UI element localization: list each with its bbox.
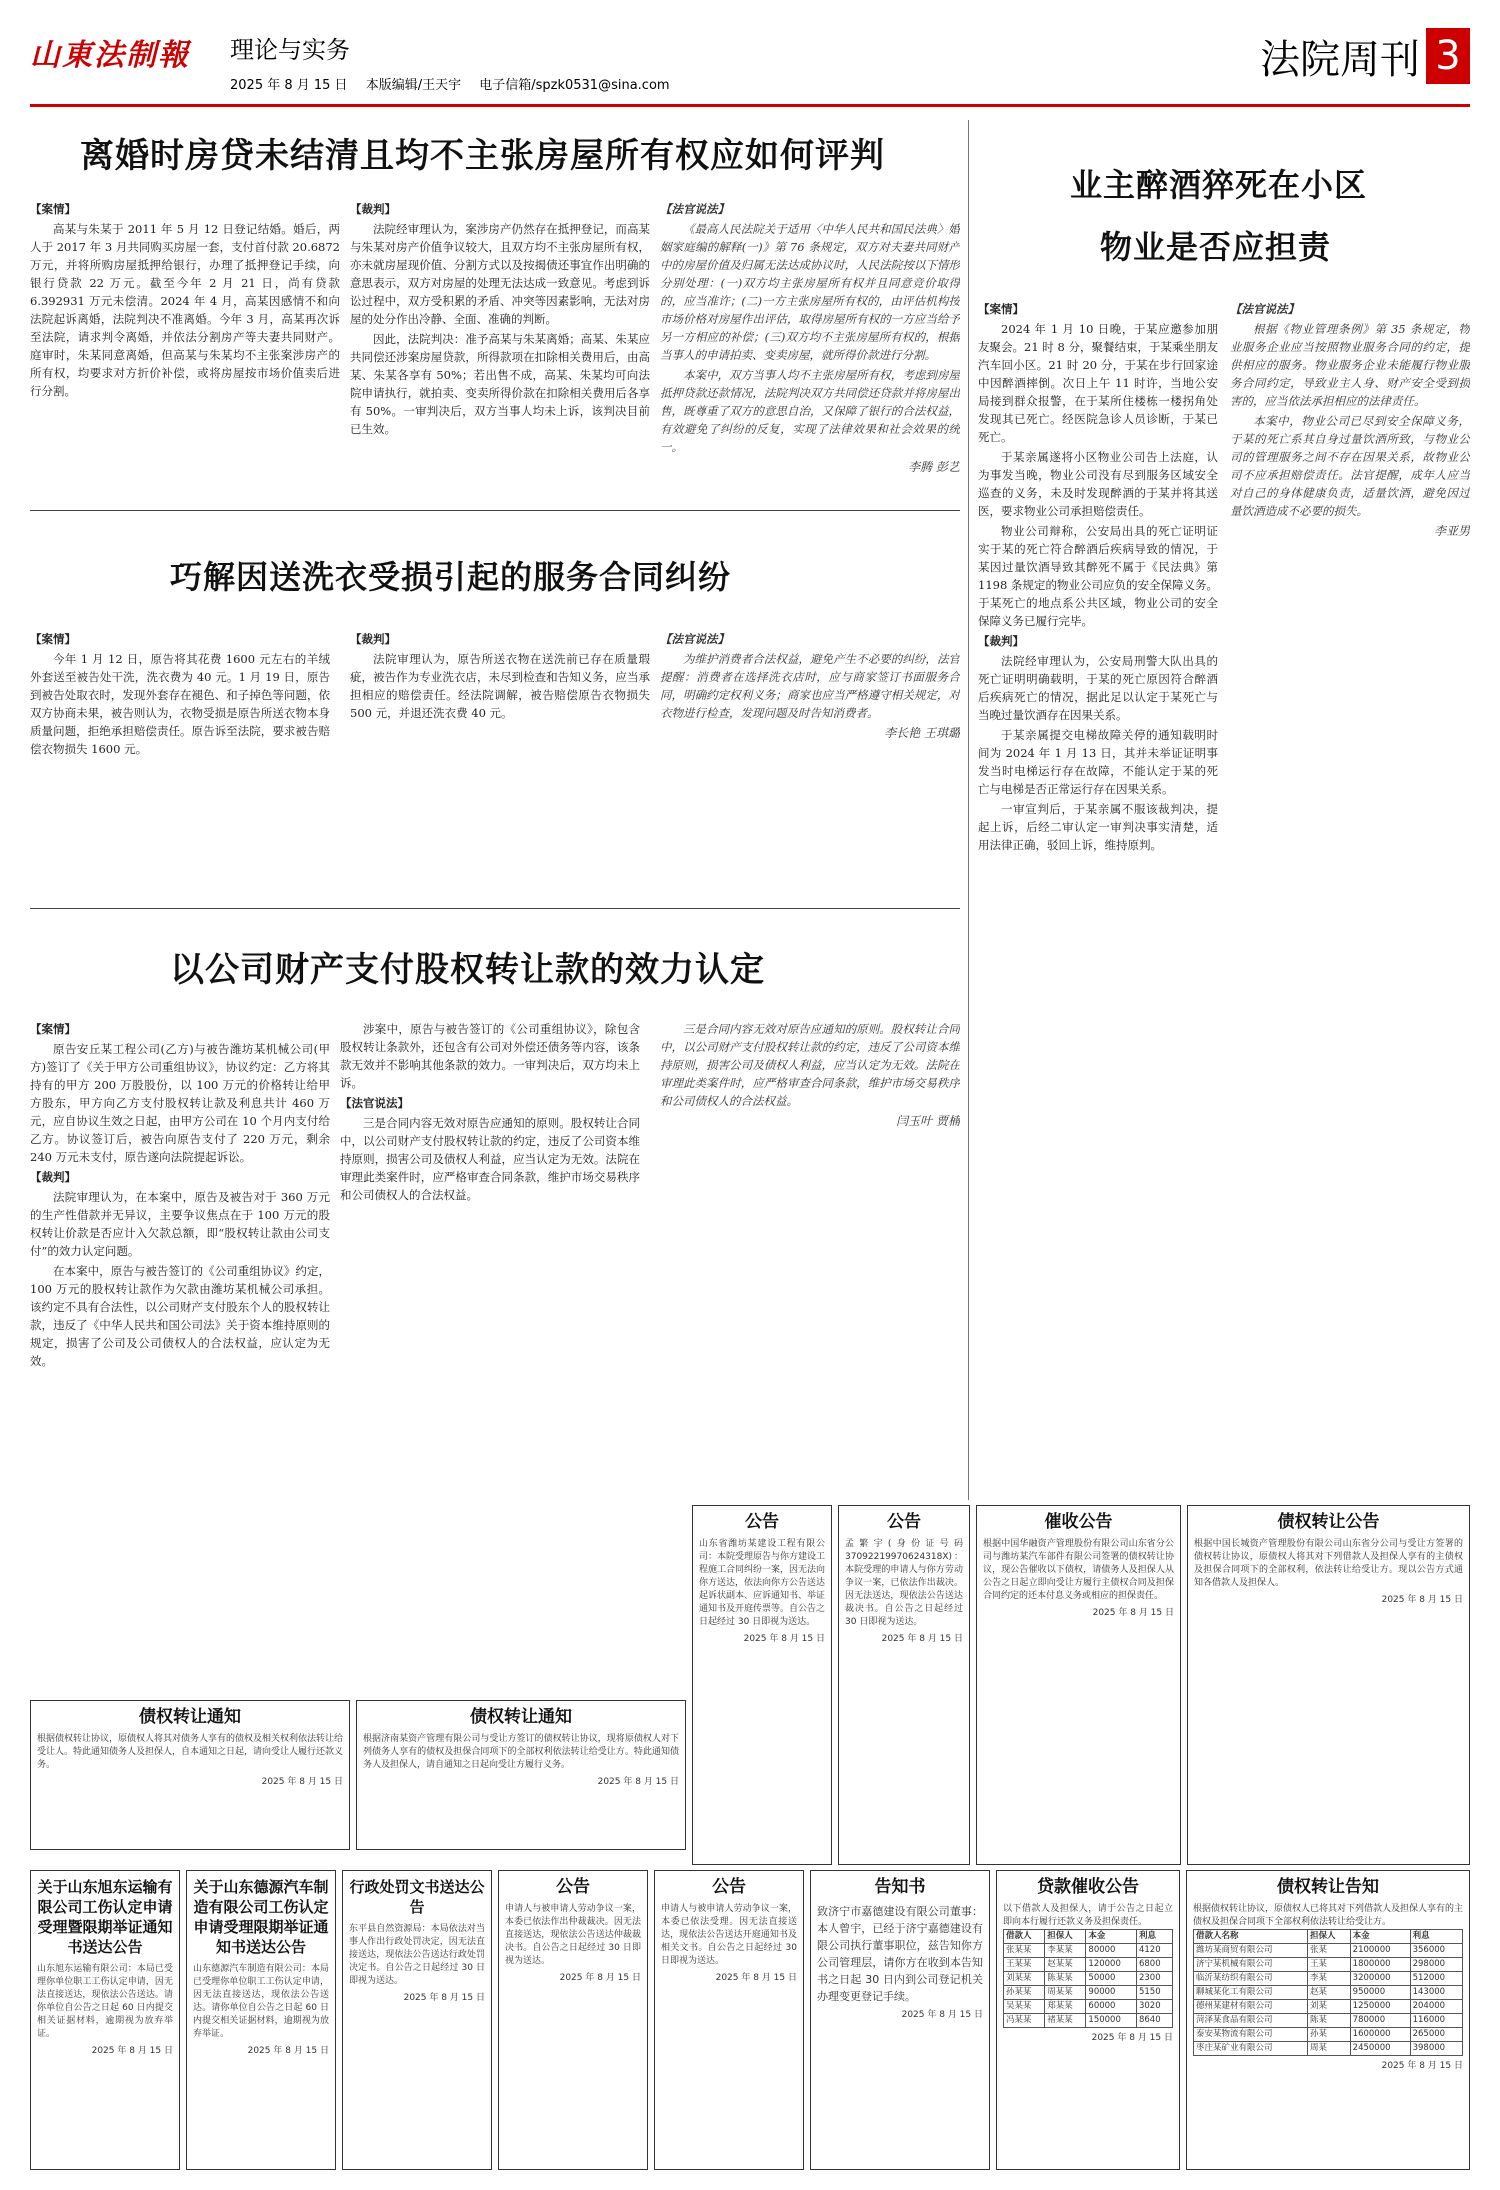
table-cell: 90000: [1086, 1986, 1137, 2000]
table-cell: 116000: [1410, 2014, 1462, 2028]
editor: 本版编辑/王天宇: [365, 78, 462, 93]
debt-table: [1193, 1929, 1463, 2056]
article-3-para: 三是合同内容无效对原告应通知的原则。股权转让合同中，以公司财产支付股权转让款的约定，违反了公司资本维持原则，损害公司及债权人利益，应当认定为无效。法院在审理此类案件时，应严格审查合同条款，维护市场交易秩序和公司债权人的合法权益。: [660, 1022, 960, 1108]
article-2-title: 巧解因送洗衣受损引起的服务合同纠纷: [170, 558, 732, 596]
notice-title: 公告: [712, 1877, 746, 1897]
article-4-para: 一审宣判后，于某亲属不服该裁判决，提起上诉，后经二审认定一审判决事实清楚，适用法律正确，驳回上诉，维持原判。: [978, 802, 1218, 852]
table-row: [1194, 2028, 1463, 2042]
table-header-cell: 利息: [1136, 1930, 1172, 1944]
notice-date: 2025 年 8 月 15 日: [881, 1634, 963, 1644]
table-cell: 398000: [1410, 2042, 1462, 2056]
notice-announcement-2: [838, 1505, 970, 1865]
table-cell: 143000: [1410, 1986, 1462, 2000]
notice-debt-transfer: [1187, 1505, 1470, 1865]
table-cell: 孙某: [1308, 2028, 1351, 2042]
notice-admin-penalty: [342, 1870, 492, 2170]
table-cell: 265000: [1410, 2028, 1462, 2042]
article-2-col-2: [350, 630, 650, 900]
notice-body: 孟繁宇(身份证号码 37092219970624318X)：本院受理的申请人与你方劳动争议一案，已依法作出裁决。因无法送达，现依法公告送达裁决书。自公告之日起经过 30 日即视为送达。: [845, 1539, 963, 1627]
article-1-title: 离婚时房贷未结清且均不主张房屋所有权应如何评判: [80, 136, 885, 176]
page-number: 3: [1426, 28, 1470, 84]
table-cell: 临沂某纺织有限公司: [1194, 1972, 1308, 1986]
notice-date: 2025 年 8 月 15 日: [1091, 2033, 1173, 2043]
table-header-cell: 本金: [1350, 1930, 1410, 1944]
notice-title: 催收公告: [1044, 1512, 1113, 1532]
article-4-title-line-2: 物业是否应担责: [1100, 228, 1332, 266]
notice-date: 2025 年 8 月 15 日: [743, 1634, 825, 1644]
notice-work-injury-2: [186, 1870, 336, 2170]
notice-debt-transfer-notify-1: [30, 1700, 350, 1850]
table-body: [1004, 1944, 1173, 2028]
article-2-byline: 李长艳 王琪璐: [884, 726, 960, 740]
notice-title: 告知书: [874, 1877, 926, 1897]
notice-inform-letter: [810, 1870, 990, 2170]
issue-date: 2025 年 8 月 15 日: [230, 78, 348, 93]
article-3-para: 在本案中，原告与被告签订的《公司重组协议》约定，100 万元的股权转让款作为欠款由潍坊某机械公司承担。该约定不具有合法性，以公司财产支付股东个人的股权转让款，违反了《中华人民共和国公司法》关于资本维持原则的规定，损害了公司及公司债权人的合法权益，应认定为无效。: [30, 1264, 330, 1368]
table-header-cell: 担保人: [1045, 1930, 1086, 1944]
table-cell: 赵某某: [1045, 1958, 1086, 1972]
article-3-para: 原告安丘某工程公司(乙方)与被告潍坊某机械公司(甲方)签订了《关于甲方公司重组协议》，协议约定：乙方将其持有的甲方 200 万股股份，以 100 万元的价格转让给甲方股东，甲方向乙方支付股权转让款及利息共计 460 万元，应自协议生效之日起，由甲方公司在 10 个月内支付给乙方。协议签订后，被告向原告支付了 220 万元，剩余 240 万元未支付，原告遂向法院提起诉讼。: [30, 1042, 330, 1164]
article-3-para: 涉案中，原告与被告签订的《公司重组协议》，除包含股权转让条款外，还包含有公司对外偿还债务等内容，该条款无效并不影响其他条款的效力。一审判决后，双方均未上诉。: [340, 1022, 640, 1090]
article-4-col-1: [978, 300, 1218, 1490]
table-cell: 6800: [1136, 1958, 1172, 1972]
article-1-col-3: [660, 200, 960, 500]
table-cell: 512000: [1410, 1972, 1462, 1986]
notice-announcement-3: [498, 1870, 648, 2170]
table-row: [1004, 1944, 1173, 1958]
table-cell: 1250000: [1350, 2000, 1410, 2014]
table-cell: 周某某: [1045, 1986, 1086, 2000]
article-3-col-1: [30, 1020, 330, 1500]
table-cell: 褚某某: [1045, 2014, 1086, 2028]
notice-body: 东平县自然资源局：本局依法对当事人作出行政处罚决定，因无法直接送达，现依法公告送达行政处罚决定书。自公告之日起经过 30 日即视为送达。: [349, 1924, 485, 1986]
notice-title: 公告: [556, 1877, 590, 1897]
table-cell: 298000: [1410, 1958, 1462, 1972]
notice-title: 债权转让通知: [470, 1707, 572, 1727]
table-cell: 刘某某: [1004, 1972, 1045, 1986]
label-case: 【案情】: [30, 202, 76, 216]
table-row: [1194, 2000, 1463, 2014]
article-3-title: 以公司财产支付股权转让款的效力认定: [170, 950, 765, 990]
article-4-para: 物业公司辩称，公安局出具的死亡证明证实于某的死亡符合醉酒后疾病导致的情况，于某因过量饮酒导致其醉死不属于《民法典》第 1198 条规定的物业公司应负的安全保障义务。于某死亡的地点系公共区域，物业公司的安全保障义务已履行完毕。: [978, 524, 1218, 628]
article-4-para: 根据《物业管理条例》第 35 条规定，物业服务企业应当按照物业服务合同的约定，提供相应的服务。物业服务企业未能履行物业服务合同约定，导致业主人身、财产安全受到损害的，应当依法承担相应的法律责任。: [1230, 322, 1470, 408]
notice-debt-transfer-inform: [1186, 1870, 1470, 2170]
table-header-cell: 借款人名称: [1194, 1930, 1308, 1944]
masthead: [30, 24, 1470, 107]
label-judge: 【裁判】: [978, 634, 1024, 648]
table-cell: 8640: [1136, 2014, 1172, 2028]
notice-collection: [976, 1505, 1181, 1865]
table-row: [1194, 1944, 1463, 1958]
article-1-col-1: [30, 200, 340, 500]
notice-date: 2025 年 8 月 15 日: [261, 1777, 343, 1787]
article-3-byline: 闫玉叶 贾楠: [896, 1114, 960, 1128]
label-comment: 【法官说法】: [1230, 302, 1299, 316]
table-cell: 潍坊某商贸有限公司: [1194, 1944, 1308, 1958]
table-cell: 60000: [1086, 2000, 1137, 2014]
table-row: [1004, 2000, 1173, 2014]
table-cell: 4120: [1136, 1944, 1172, 1958]
article-2-col-3: [660, 630, 960, 900]
notice-body: 根据债权转让协议，原债权人将其对债务人享有的债权及相关权利依法转让给受让人。特此通知债务人及担保人，自本通知之日起，请向受让人履行还款义务。: [37, 1734, 344, 1770]
notice-body: 申请人与被申请人劳动争议一案，本委已依法作出仲裁裁决。因无法直接送达，现依法公告送达仲裁裁决书。自公告之日起经过 30 日即视为送达。: [505, 1904, 641, 1966]
table-cell: 枣庄某矿业有限公司: [1194, 2042, 1308, 2056]
table-cell: 吴某某: [1004, 2000, 1045, 2014]
table-body: [1194, 1944, 1463, 2056]
article-1-para: 因此，法院判决：准予高某与朱某离婚；高某、朱某应共同偿还涉案房屋贷款，所得款项在扣除相关费用后，由高某、朱某各享有 50%；若出售不成，高某、朱某均可向法院申请执行，就拍卖、变卖所得价款在扣除相关费用后各享有 50%。一审判决后，双方当事人均未上诉，该判决目前已生效。: [350, 332, 650, 436]
table-cell: 80000: [1086, 1944, 1137, 1958]
table-cell: 780000: [1350, 2014, 1410, 2028]
table-cell: 204000: [1410, 2000, 1462, 2014]
notice-date: 2025 年 8 月 15 日: [597, 1777, 679, 1787]
newspaper-logo: 山東法制報: [30, 38, 190, 73]
table-cell: 聊城某化工有限公司: [1194, 1986, 1308, 2000]
column-divider: [968, 120, 969, 1500]
table-cell: 济宁某机械有限公司: [1194, 1958, 1308, 1972]
notice-title: 关于山东德源汽车制造有限公司工伤认定申请受理限期举证通知书送达公告: [193, 1878, 329, 1956]
article-4-para: 于某亲属遂将小区物业公司告上法庭，认为事发当晚，物业公司没有尽到服务区域安全巡查的义务，未及时发现醉酒的于某并将其送医，要求物业公司承担赔偿责任。: [978, 450, 1218, 518]
article-1-para: 本案中，双方当事人均不主张房屋所有权，考虑到房屋抵押贷款还款情况，法院判决双方共同偿还贷款并将房屋出售，既尊重了双方的意思自治，又保障了银行的合法权益，有效避免了纠纷的反复，实现了法律效果和社会效果的统一。: [660, 368, 960, 454]
article-4-para: 本案中，物业公司已尽到安全保障义务，于某的死亡系其自身过量饮酒所致，与物业公司的管理服务之间不存在因果关系，故物业公司不应承担赔偿责任。法官提醒，成年人应当对自己的身体健康负责，适量饮酒，避免因过量饮酒造成不必要的损失。: [1230, 414, 1470, 518]
table-header-cell: 利息: [1410, 1930, 1462, 1944]
table-row: [1194, 1972, 1463, 1986]
article-4-byline: 李亚男: [1433, 524, 1470, 538]
table-cell: 张某: [1308, 1944, 1351, 1958]
notice-body: 致济宁市嘉德建设有限公司董事：本人曾宇，已经于济宁嘉德建设有限公司执行董事职位，兹告知你方公司管理层，请你方在收到本告知书之日起 30 日内到公司登记机关办理变更登记手续。: [817, 1905, 983, 2003]
notice-title: 债权转让通知: [139, 1707, 241, 1727]
label-judge: 【裁判】: [350, 632, 396, 646]
article-2-para: 法院审理认为，原告所送衣物在送洗前已存在质量瑕疵，被告作为专业洗衣店，未尽到检查和告知义务，应当承担相应的赔偿责任。经法院调解，被告赔偿原告衣物损失 500 元，并退还洗衣费 40 元。: [350, 652, 650, 720]
table-cell: 菏泽某食品有限公司: [1194, 2014, 1308, 2028]
table-header-row: [1004, 1930, 1173, 1944]
table-cell: 赵某: [1308, 1986, 1351, 2000]
label-judge: 【裁判】: [30, 1170, 76, 1184]
table-header-row: [1194, 1930, 1463, 1944]
notice-body: 山东省潍坊某建设工程有限公司：本院受理原告与你方建设工程施工合同纠纷一案，因无法向你方送达，依法向你方公告送达起诉状副本、应诉通知书、举证通知书及开庭传票等。自公告之日起经过 30 日即视为送达。: [699, 1539, 826, 1627]
table-row: [1004, 2014, 1173, 2028]
article-4-para: 法院经审理认为，公安局刑警大队出具的死亡证明明确载明，于某的死亡原因符合醉酒后疾病死亡的情况，据此足以认定于某死亡与当晚过量饮酒存在因果关系。: [978, 654, 1218, 722]
table-row: [1004, 1958, 1173, 1972]
notice-body: 以下借款人及担保人，请于公告之日起立即向本行履行还款义务及担保责任。: [1003, 1904, 1173, 1927]
table-cell: 李某某: [1045, 1944, 1086, 1958]
label-judge: 【裁判】: [350, 202, 396, 216]
email: 电子信箱/spzk0531@sina.com: [479, 78, 670, 93]
table-cell: 王某某: [1004, 1958, 1045, 1972]
notice-announcement-1: [692, 1505, 832, 1865]
table-cell: 德州某建材有限公司: [1194, 2000, 1308, 2014]
weekly-title: 法院周刊: [1260, 37, 1420, 83]
table-cell: 5150: [1136, 1986, 1172, 2000]
table-cell: 120000: [1086, 1958, 1137, 1972]
notice-date: 2025 年 8 月 15 日: [1381, 2061, 1463, 2071]
table-cell: 3020: [1136, 2000, 1172, 2014]
table-cell: 1600000: [1350, 2028, 1410, 2042]
table-cell: 郑某某: [1045, 2000, 1086, 2014]
notice-work-injury-1: [30, 1870, 180, 2170]
table-header-cell: 借款人: [1004, 1930, 1045, 1944]
notice-title: 公告: [887, 1512, 921, 1532]
notice-title: 债权转让公告: [1277, 1512, 1380, 1532]
divider: [30, 908, 960, 909]
notice-date: 2025 年 8 月 15 日: [247, 2046, 329, 2056]
notice-date: 2025 年 8 月 15 日: [901, 2010, 983, 2020]
table-cell: 356000: [1410, 1944, 1462, 1958]
table-cell: 陈某某: [1045, 1972, 1086, 1986]
table-header-cell: 担保人: [1308, 1930, 1351, 1944]
article-1-para: 高某与朱某于 2011 年 5 月 12 日登记结婚。婚后，两人于 2017 年 3 月共同购买房屋一套，支付首付款 20.6872 万元，并将所购房屋抵押给银行，办理了抵押登记手续，向银行贷款 22 万元。截至今年 2 月 21 日，尚有贷款 6.392931 万元未偿清。2024 年 4 月，高某因感情不和向法院起诉离婚，法院判决不准离婚。今年 3 月，高某再次诉至法院，请求判令离婚，并依法分割房产等夫妻共同财产。庭审时，朱某同意离婚，但高某与朱某均不主张案涉房产的所有权，均要求对方折价补偿，或将房屋按市场价值卖后进行分割。: [30, 222, 340, 398]
notice-body: 根据中国华融资产管理股份有限公司山东省分公司与潍坊某汽车部件有限公司签署的债权转让协议，现公告催收以下债权，请债务人及担保人从公告之日起立即向受让方履行主债权合同及担保合同约定的还本付息义务或相应的担保责任。: [983, 1539, 1174, 1601]
notice-title: 公告: [745, 1512, 779, 1532]
notice-body: 根据债权转让协议，原债权人已将其对下列借款人及担保人享有的主债权及担保合同项下全部权利依法转让给受让方。: [1193, 1904, 1464, 1927]
notice-title: 关于山东旭东运输有限公司工伤认定申请受理暨限期举证通知书送达公告: [37, 1878, 173, 1956]
notice-date: 2025 年 8 月 15 日: [715, 1973, 797, 1983]
notice-loan-collection: [996, 1870, 1180, 2170]
article-3-col-2: [340, 1020, 640, 1500]
article-1-col-2: [350, 200, 650, 500]
notice-date: 2025 年 8 月 15 日: [559, 1973, 641, 1983]
notice-body: 山东旭东运输有限公司：本局已受理你单位职工工伤认定申请，因无法直接送达，现依法公告送达。请你单位自公告之日起 60 日内提交相关证据材料，逾期视为放弃举证。: [37, 1964, 173, 2039]
dateline: [230, 74, 684, 93]
table-cell: 刘某: [1308, 2000, 1351, 2014]
article-4-title-line-1: 业主醉酒猝死在小区: [1070, 166, 1368, 204]
notice-body: 根据济南某资产管理有限公司与受让方签订的债权转让协议，现将原债权人对下列债务人享有的债权及担保合同项下的全部权利依法转让给受让方。特此通知债务人及担保人，请自通知之日起向受让方履行义务。: [363, 1734, 679, 1770]
article-3-col-3: [660, 1020, 960, 1500]
label-case: 【案情】: [30, 632, 76, 646]
table-cell: 2450000: [1350, 2042, 1410, 2056]
table-cell: 周某: [1308, 2042, 1351, 2056]
notice-debt-transfer-notify-2: [356, 1700, 686, 1850]
table-cell: 3200000: [1350, 1972, 1410, 1986]
table-cell: 孙某某: [1004, 1986, 1045, 2000]
label-case: 【案情】: [978, 302, 1024, 316]
table-cell: 2300: [1136, 1972, 1172, 1986]
article-2-para: 今年 1 月 12 日，原告将其花费 1600 元左右的羊绒外套送至被告处干洗，洗衣费为 40 元。1 月 19 日，原告到被告处取衣时，发现外套存在褪色、和子掉色等问题，依双方协商未果，被告则认为，衣物受损是原告所送衣物本身质量问题，拒绝承担赔偿责任。原告诉至法院，要求被告赔偿衣物损失 1600 元。: [30, 652, 330, 756]
notice-body: 根据中国长城资产管理股份有限公司山东省分公司与受让方签署的债权转让协议，原债权人将其对下列借款人及担保人享有的主债权及担保合同项下的全部权利，依法转让给受让方。现以公告方式通知各借款人及担保人。: [1194, 1539, 1463, 1588]
notice-title: 行政处罚文书送达公告: [349, 1878, 485, 1916]
notice-date: 2025 年 8 月 15 日: [91, 2046, 173, 2056]
article-3-para: 法院审理认为，在本案中，原告及被告对于 360 万元的生产性借款并无异议，主要争议焦点在于 100 万元的股权转让价款是否应计入欠款总额，即“股权转让款由公司支付”的效力认定问题。: [30, 1190, 330, 1258]
table-cell: 张某某: [1004, 1944, 1045, 1958]
table-row: [1194, 2014, 1463, 2028]
article-1-para: 法院经审理认为，案涉房产仍然存在抵押登记，而高某与朱某对房产价值争议较大，且双方均不主张房屋所有权，亦未就房屋现价值、分割方式以及按揭债还事宜作出明确的意思表示，双方对房屋的处理无法达成一致意见。考虑到诉讼过程中，双方受积累的矛盾、冲突等因素影响，无法对房屋的处分作出冷静、全面、准确的判断。: [350, 222, 650, 326]
notice-announcement-4: [654, 1870, 804, 2170]
label-case: 【案情】: [30, 1022, 76, 1036]
article-1-para: 《最高人民法院关于适用〈中华人民共和国民法典〉婚姻家庭编的解释(一)》第 76 条规定，双方对夫妻共同财产中的房屋价值及归属无法达成协议时，人民法院按以下情形分别处理：(一)双方均主张房屋所有权并且同意竞价取得的，应当准许；(二)一方主张房屋所有权的，由评估机构按市场价格对房屋作出评估，取得房屋所有权的一方应当给予另一方相应的补偿；(三)双方均不主张房屋所有权的，根据当事人的申请拍卖、变卖房屋，就所得价款进行分割。: [660, 222, 960, 362]
table-row: [1004, 1972, 1173, 1986]
table-row: [1194, 1986, 1463, 2000]
table-cell: 150000: [1086, 2014, 1137, 2028]
notice-body: 申请人与被申请人劳动争议一案，本委已依法受理。因无法直接送达，现依法公告送达开庭通知书及相关文书。自公告之日起经过 30 日即视为送达。: [661, 1904, 797, 1966]
article-1-byline: 李腾 彭艺: [908, 460, 960, 474]
notice-date: 2025 年 8 月 15 日: [1092, 1608, 1174, 1618]
notice-date: 2025 年 8 月 15 日: [1381, 1595, 1463, 1605]
table-cell: 泰安某物流有限公司: [1194, 2028, 1308, 2042]
label-comment: 【法官说法】: [660, 632, 729, 646]
table-row: [1194, 2042, 1463, 2056]
divider: [30, 510, 960, 511]
table-header-cell: 本金: [1086, 1930, 1137, 1944]
article-2-para: 为维护消费者合法权益，避免产生不必要的纠纷，法官提醒：消费者在选择洗衣店时，应与商家签订书面服务合同，明确约定权利义务；商家也应当严格遵守相关规定，对衣物进行检查，发现问题及时告知消费者。: [660, 652, 960, 720]
article-3-para: 三是合同内容无效对原告应通知的原则。股权转让合同中，以公司财产支付股权转让款的约定，违反了公司资本维持原则，损害公司及债权人利益，应当认定为无效。法院在审理此类案件时，应严格审查合同条款，维护市场交易秩序和公司债权人的合法权益。: [340, 1116, 640, 1202]
notice-date: 2025 年 8 月 15 日: [403, 1993, 485, 2003]
loan-table: [1003, 1929, 1173, 2028]
table-cell: 李某: [1308, 1972, 1351, 1986]
label-comment: 【法官说法】: [340, 1096, 409, 1110]
table-cell: 2100000: [1350, 1944, 1410, 1958]
notice-title: 债权转让告知: [1277, 1877, 1379, 1897]
article-4-col-2: [1230, 300, 1470, 1490]
article-2-col-1: [30, 630, 330, 900]
table-row: [1004, 1986, 1173, 2000]
notice-title: 贷款催收公告: [1037, 1877, 1139, 1897]
label-comment: 【法官说法】: [660, 202, 729, 216]
article-4-para: 于某亲属提交电梯故障关停的通知载明时间为 2024 年 1 月 13 日，其并未举证证明事发当时电梯运行存在故障，不能认定于某的死亡与电梯是否正常运行存在因果关系。: [978, 728, 1218, 796]
section-title: 理论与实务: [230, 36, 350, 64]
notice-body: 山东德源汽车制造有限公司：本局已受理你单位职工工伤认定申请，因无法直接送达，现依法公告送达。请你单位自公告之日起 60 日内提交相关证据材料，逾期视为放弃举证。: [193, 1964, 329, 2039]
table-cell: 王某: [1308, 1958, 1351, 1972]
table-cell: 1800000: [1350, 1958, 1410, 1972]
table-cell: 冯某某: [1004, 2014, 1045, 2028]
table-cell: 50000: [1086, 1972, 1137, 1986]
table-cell: 950000: [1350, 1986, 1410, 2000]
table-row: [1194, 1958, 1463, 1972]
table-cell: 陈某: [1308, 2014, 1351, 2028]
article-4-para: 2024 年 1 月 10 日晚，于某应邀参加朋友聚会。21 时 8 分，聚餐结束，于某乘坐朋友汽车回小区。21 时 20 分，于某在步行回家途中因醉酒摔倒。次日上午 11 时许，当地公安局接到群众报警，在于某所住楼栋一楼拐角处发现其已死亡。经医院急诊人员诊断，于某已死亡。: [978, 322, 1218, 444]
